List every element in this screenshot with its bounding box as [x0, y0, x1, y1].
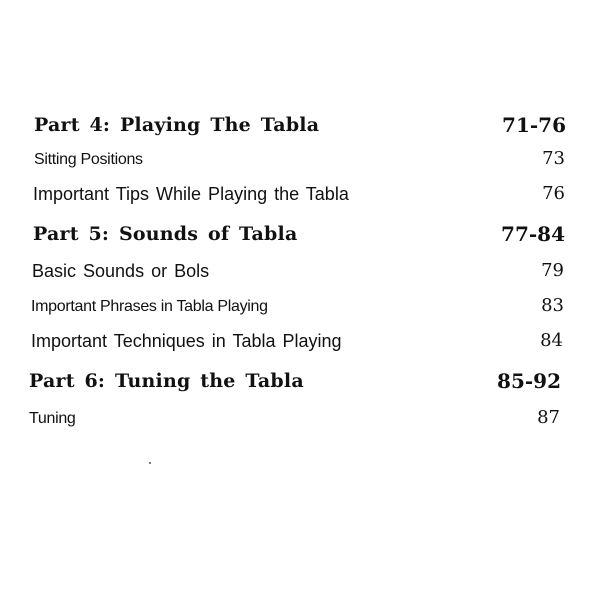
entry-page: 73	[542, 148, 565, 169]
part-page-range: 71-76	[502, 113, 566, 137]
toc-part-6-row	[0, 357, 600, 391]
toc-part-5-row	[0, 210, 600, 244]
toc-entry-row	[0, 316, 600, 350]
toc-entry-row	[0, 134, 600, 168]
entry-title: Basic Sounds or Bols	[32, 261, 210, 281]
toc-entry-row	[0, 281, 600, 315]
toc-entry-row	[0, 169, 600, 203]
entry-page: 84	[540, 330, 563, 351]
part-title: Part 4: Playing The Tabla	[34, 114, 320, 136]
entry-page: 76	[542, 183, 565, 204]
toc-part-4-row	[0, 101, 600, 135]
entry-page: 83	[541, 295, 564, 316]
entry-title: Important Techniques in Tabla Playing	[31, 331, 342, 351]
entry-title: Sitting Positions	[34, 151, 143, 168]
part-page-range: 77-84	[501, 222, 565, 246]
entry-page: 79	[541, 260, 564, 281]
entry-title: Important Tips While Playing the Tabla	[33, 184, 349, 204]
entry-page: 87	[537, 407, 560, 428]
toc-entry-row	[0, 246, 600, 280]
toc-entry-row	[0, 393, 600, 427]
part-title: Part 6: Tuning the Tabla	[29, 370, 304, 392]
entry-title: Tuning	[29, 410, 76, 427]
part-page-range: 85-92	[497, 369, 561, 393]
scan-speck	[149, 462, 151, 464]
entry-title: Important Phrases in Tabla Playing	[31, 298, 268, 315]
part-title: Part 5: Sounds of Tabla	[33, 223, 298, 245]
